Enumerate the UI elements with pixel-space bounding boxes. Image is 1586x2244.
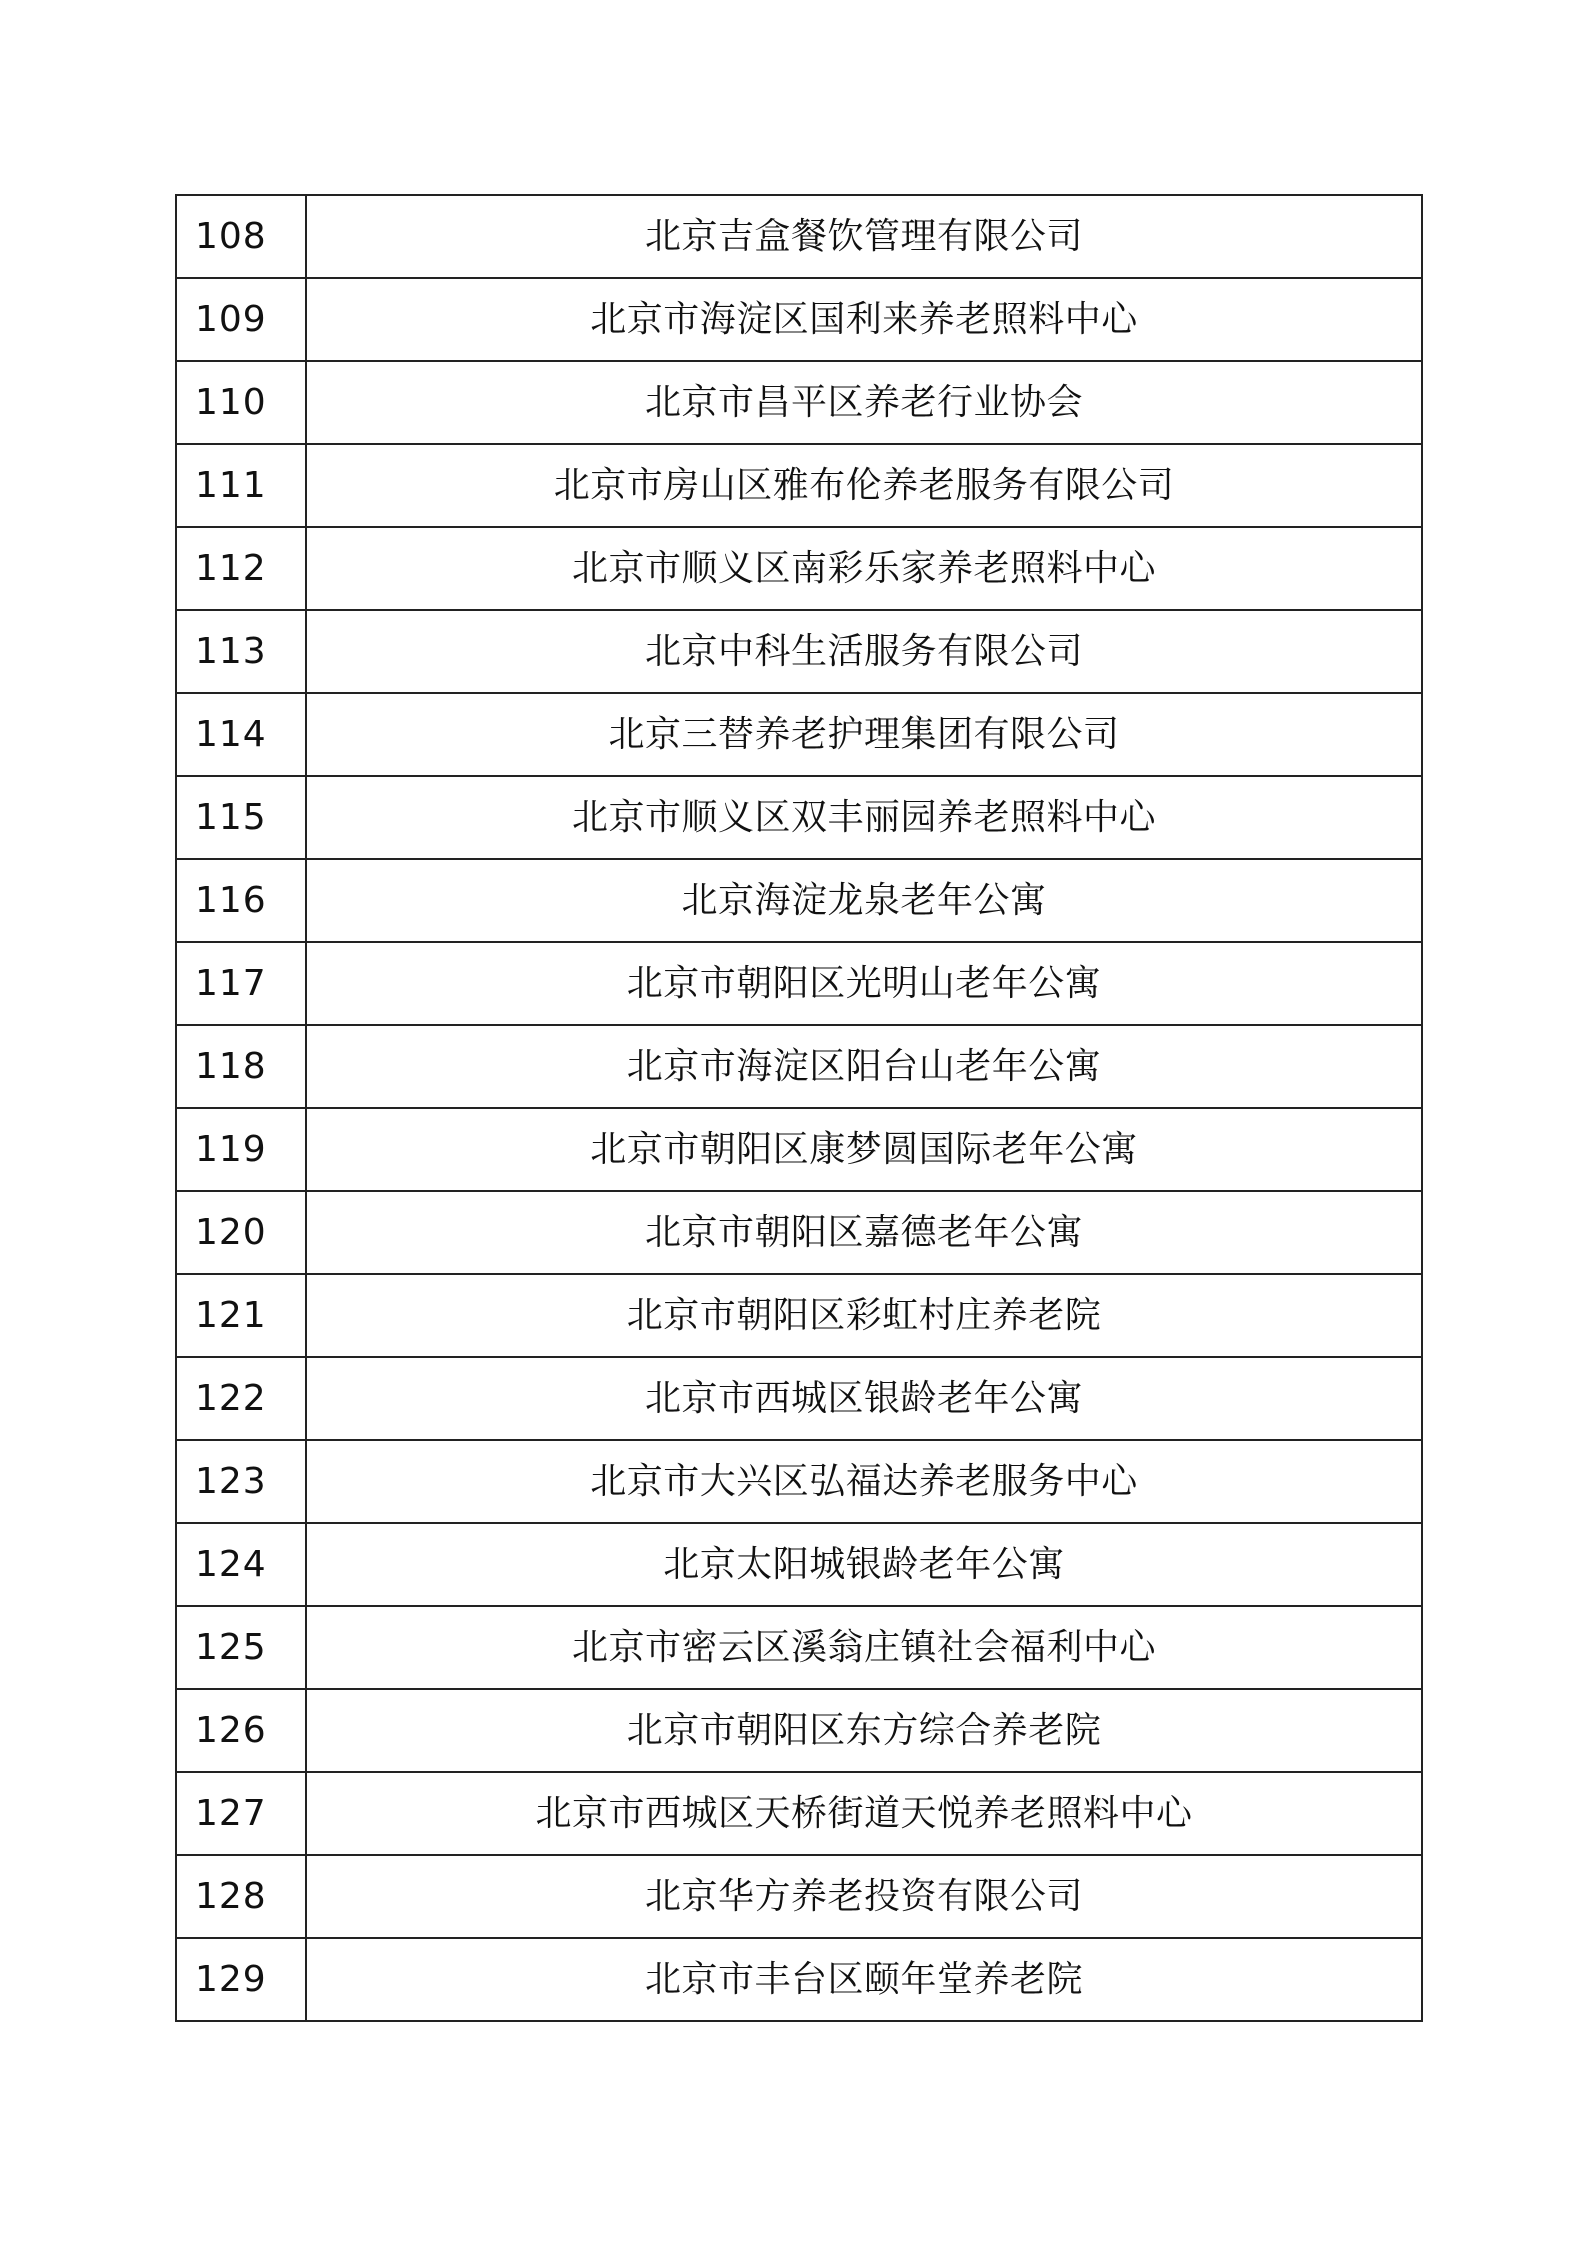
- organization-name: 北京华方养老投资有限公司: [306, 1855, 1422, 1938]
- table-row: [176, 1274, 1422, 1357]
- table-row: [176, 942, 1422, 1025]
- row-number: 108: [176, 195, 306, 278]
- table-row: [176, 278, 1422, 361]
- table-row: [176, 693, 1422, 776]
- row-number: 113: [176, 610, 306, 693]
- table-row: [176, 859, 1422, 942]
- row-number: 125: [176, 1606, 306, 1689]
- table-row: [176, 1855, 1422, 1938]
- row-number: 112: [176, 527, 306, 610]
- row-number: 109: [176, 278, 306, 361]
- table-body: [176, 195, 1422, 2021]
- organization-name: 北京市密云区溪翁庄镇社会福利中心: [306, 1606, 1422, 1689]
- organization-name: 北京市西城区天桥街道天悦养老照料中心: [306, 1772, 1422, 1855]
- table-row: [176, 1357, 1422, 1440]
- organization-name: 北京市顺义区南彩乐家养老照料中心: [306, 527, 1422, 610]
- row-number: 123: [176, 1440, 306, 1523]
- table-row: [176, 1523, 1422, 1606]
- row-number: 115: [176, 776, 306, 859]
- row-number: 121: [176, 1274, 306, 1357]
- table-row: [176, 1938, 1422, 2021]
- row-number: 118: [176, 1025, 306, 1108]
- organization-name: 北京市海淀区阳台山老年公寓: [306, 1025, 1422, 1108]
- row-number: 129: [176, 1938, 306, 2021]
- organization-name: 北京市西城区银龄老年公寓: [306, 1357, 1422, 1440]
- organization-name: 北京市大兴区弘福达养老服务中心: [306, 1440, 1422, 1523]
- row-number: 122: [176, 1357, 306, 1440]
- row-number: 114: [176, 693, 306, 776]
- row-number: 117: [176, 942, 306, 1025]
- table-row: [176, 1440, 1422, 1523]
- organization-name: 北京市房山区雅布伦养老服务有限公司: [306, 444, 1422, 527]
- organization-name: 北京市朝阳区光明山老年公寓: [306, 942, 1422, 1025]
- table-row: [176, 776, 1422, 859]
- organization-name: 北京市朝阳区康梦圆国际老年公寓: [306, 1108, 1422, 1191]
- row-number: 126: [176, 1689, 306, 1772]
- organization-name: 北京太阳城银龄老年公寓: [306, 1523, 1422, 1606]
- organization-name: 北京市朝阳区彩虹村庄养老院: [306, 1274, 1422, 1357]
- row-number: 111: [176, 444, 306, 527]
- table-row: [176, 1025, 1422, 1108]
- row-number: 127: [176, 1772, 306, 1855]
- table-row: [176, 1191, 1422, 1274]
- organization-name: 北京市海淀区国利来养老照料中心: [306, 278, 1422, 361]
- table-row: [176, 527, 1422, 610]
- row-number: 119: [176, 1108, 306, 1191]
- organization-name: 北京市丰台区颐年堂养老院: [306, 1938, 1422, 2021]
- row-number: 128: [176, 1855, 306, 1938]
- organization-name: 北京市朝阳区嘉德老年公寓: [306, 1191, 1422, 1274]
- organization-name: 北京三替养老护理集团有限公司: [306, 693, 1422, 776]
- organization-name: 北京市朝阳区东方综合养老院: [306, 1689, 1422, 1772]
- row-number: 116: [176, 859, 306, 942]
- table-row: [176, 610, 1422, 693]
- organization-name: 北京中科生活服务有限公司: [306, 610, 1422, 693]
- table-row: [176, 1772, 1422, 1855]
- organization-name: 北京市昌平区养老行业协会: [306, 361, 1422, 444]
- table-row: [176, 361, 1422, 444]
- row-number: 124: [176, 1523, 306, 1606]
- organization-name: 北京市顺义区双丰丽园养老照料中心: [306, 776, 1422, 859]
- row-number: 120: [176, 1191, 306, 1274]
- table-row: [176, 1689, 1422, 1772]
- table-row: [176, 1606, 1422, 1689]
- organization-table: [175, 194, 1423, 2022]
- table-row: [176, 195, 1422, 278]
- organization-name: 北京海淀龙泉老年公寓: [306, 859, 1422, 942]
- row-number: 110: [176, 361, 306, 444]
- table-row: [176, 444, 1422, 527]
- table-row: [176, 1108, 1422, 1191]
- organization-list: [175, 194, 1423, 2022]
- organization-name: 北京吉盒餐饮管理有限公司: [306, 195, 1422, 278]
